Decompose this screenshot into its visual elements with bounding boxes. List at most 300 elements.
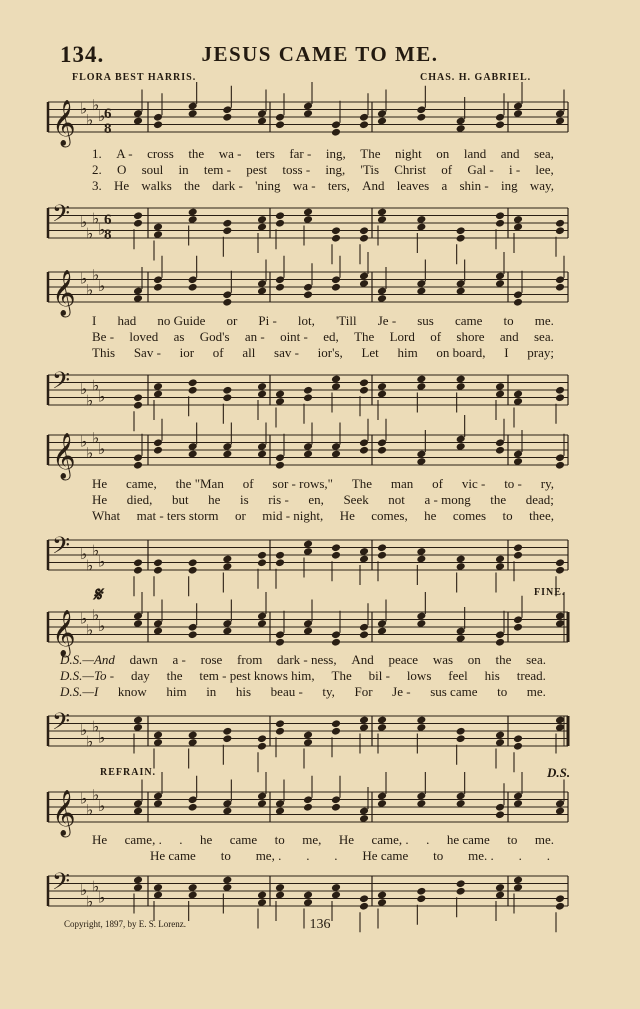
note-head — [359, 386, 369, 395]
flat-icon: ♭ — [80, 213, 88, 231]
bass-clef-icon: 𝄢 — [52, 366, 71, 400]
lyric-word: to — [507, 832, 518, 847]
note-head — [555, 283, 565, 292]
lyric-word: . — [179, 832, 183, 847]
note-head — [153, 558, 163, 567]
lyric-word: to — [220, 848, 231, 863]
note-head — [257, 551, 267, 560]
lyric-word: from — [237, 652, 263, 667]
flat-icon: ♭ — [92, 785, 100, 804]
fine-marking: FINE. — [534, 587, 566, 598]
lyric-word: . — [426, 832, 430, 847]
flat-icon: ♭ — [92, 541, 100, 560]
flat-icon: ♭ — [86, 620, 94, 639]
lyric-word: . — [546, 848, 550, 863]
lyric-word: dark - ness, — [277, 652, 337, 667]
system-2-lyric-line — [92, 313, 554, 329]
note-head — [275, 727, 285, 736]
system-1-lyric-line — [92, 146, 554, 162]
lyric-word: came — [454, 313, 483, 328]
lyric-word: the — [184, 178, 200, 193]
lyric-word: in — [178, 162, 189, 177]
lyric-word: me, . — [255, 848, 282, 863]
lyric-word: What — [92, 508, 121, 523]
note-head — [359, 446, 369, 455]
lyric-word: And — [362, 178, 385, 193]
lyric-word: is — [239, 492, 249, 507]
lyric-word: He — [92, 492, 108, 507]
note-head — [513, 551, 523, 560]
system-2-lyric-line — [92, 345, 554, 361]
system-1-treble-staff — [0, 92, 640, 146]
flat-icon: ♭ — [86, 110, 94, 129]
lyric-word: D.S.—To - — [60, 668, 115, 683]
system-2-treble-staff — [0, 262, 640, 316]
note-head — [555, 558, 565, 567]
flat-icon: ♭ — [98, 728, 106, 747]
flat-icon: ♭ — [80, 99, 88, 118]
lyric-word: Lord — [389, 329, 415, 344]
treble-clef-icon: 𝄞 — [52, 610, 76, 656]
lyric-word: he — [208, 492, 221, 507]
lyric-word: wa - — [218, 146, 242, 161]
treble-clef-icon: 𝄞 — [52, 790, 76, 836]
note-head — [275, 211, 285, 220]
note-head — [377, 543, 387, 552]
note-head — [257, 742, 267, 751]
lyric-word: A - — [116, 146, 133, 161]
note-head — [555, 386, 565, 395]
note-head — [153, 566, 163, 575]
lyric-word: 'Tis — [360, 162, 380, 177]
flat-icon: ♭ — [86, 224, 94, 243]
lyric-word: shore — [456, 329, 485, 344]
note-head — [456, 234, 466, 243]
lyric-word: me. — [534, 832, 554, 847]
lyric-word: ris - — [268, 492, 289, 507]
time-signature-top: 6 — [104, 105, 112, 122]
lyric-word: tread. — [516, 668, 546, 683]
note-head — [331, 234, 341, 243]
note-head — [188, 386, 198, 395]
note-head — [133, 558, 143, 567]
lyric-word: pest — [246, 162, 268, 177]
note-head — [555, 902, 565, 911]
flat-icon: ♭ — [92, 428, 100, 447]
lyric-word: ing — [501, 178, 518, 193]
note-head — [359, 120, 369, 129]
lyric-word: . — [334, 848, 338, 863]
lyric-word: . — [518, 848, 522, 863]
lyric-word: feel — [448, 668, 468, 683]
lyric-word: walks — [141, 178, 172, 193]
lyric-word: in — [206, 684, 217, 699]
note-head — [456, 887, 466, 896]
system-4-lyric-line — [60, 668, 546, 684]
note-head — [416, 887, 426, 896]
lyric-word: I — [504, 345, 509, 360]
lyric-word: Gal - — [467, 162, 494, 177]
lyric-word: me. — [534, 313, 554, 328]
bass-clef-icon: 𝄢 — [52, 867, 71, 901]
lyric-word: a - — [172, 652, 186, 667]
lyric-word: ters, — [327, 178, 350, 193]
system-3-lyric-line — [92, 492, 554, 508]
lyricist-credit: FLORA BEST HARRIS. — [72, 72, 197, 83]
flat-icon: ♭ — [98, 797, 106, 815]
flat-icon: ♭ — [86, 892, 94, 911]
time-signature-top: 6 — [104, 211, 112, 228]
lyric-word: loved — [129, 329, 159, 344]
lyric-word: The — [331, 668, 352, 683]
lyric-word: Christ — [394, 162, 427, 177]
note-head — [513, 742, 523, 751]
lyric-word: i - — [508, 162, 521, 177]
note-head — [495, 810, 505, 819]
lyric-word: of — [430, 329, 442, 344]
note-head — [359, 234, 369, 243]
note-head — [222, 113, 232, 122]
flat-icon: ♭ — [92, 95, 100, 114]
system-4-bass-staff — [0, 706, 640, 756]
lyric-word: For — [354, 684, 373, 699]
note-head — [133, 219, 143, 228]
lyric-word: his — [484, 668, 500, 683]
lyric-word: an - — [244, 329, 265, 344]
lyric-word: far - — [289, 146, 312, 161]
note-head — [222, 727, 232, 736]
flat-icon: ♭ — [98, 220, 106, 239]
note-head — [359, 226, 369, 235]
lyric-word: sav - — [274, 345, 299, 360]
lyric-word: dark - — [212, 178, 243, 193]
system-1-bass-staff — [0, 198, 640, 248]
lyric-word: on — [467, 652, 481, 667]
lyric-word: him — [397, 345, 418, 360]
lyric-word: ing, — [325, 146, 346, 161]
note-head — [456, 727, 466, 736]
note-head — [456, 734, 466, 743]
flat-icon: ♭ — [98, 552, 106, 571]
flat-icon: ♭ — [80, 269, 88, 288]
lyric-word: shin - — [459, 178, 489, 193]
note-head — [513, 298, 523, 307]
page-number: 136 — [309, 917, 331, 932]
flat-icon: ♭ — [98, 277, 106, 295]
lyric-word: sea. — [534, 329, 554, 344]
lyric-word: He — [92, 476, 108, 491]
flat-icon: ♭ — [80, 609, 88, 628]
lyric-word: to — [274, 832, 285, 847]
lyric-word: to — [503, 313, 514, 328]
lyric-word: tem - — [203, 162, 231, 177]
flat-icon: ♭ — [86, 556, 94, 575]
lyric-word: but — [171, 492, 189, 507]
hymn-title: JESUS CAME TO ME. — [201, 42, 439, 66]
lyric-word: he came — [446, 832, 490, 847]
ds-marking: D.S. — [547, 765, 571, 780]
lyric-word: sea, — [534, 146, 554, 161]
lyric-word: dawn — [129, 652, 158, 667]
flat-icon: ♭ — [92, 265, 100, 284]
system-4-lyric-line — [60, 684, 546, 700]
lyric-word: en, — [308, 492, 324, 507]
note-head — [153, 283, 163, 292]
system-5-lyric-line — [92, 832, 554, 848]
note-head — [377, 446, 387, 455]
lyric-word: vic - — [461, 476, 486, 491]
lyric-word: me. — [526, 684, 546, 699]
note-head — [456, 226, 466, 235]
note-head — [331, 128, 341, 137]
note-head — [303, 290, 313, 299]
note-head — [331, 283, 341, 292]
bass-clef-icon: 𝄢 — [52, 199, 71, 233]
flat-icon: ♭ — [80, 881, 88, 899]
lyric-word: came, . — [371, 832, 409, 847]
note-head — [222, 734, 232, 743]
segno-sign: 𝄋 — [93, 584, 102, 606]
note-head — [257, 558, 267, 567]
note-head — [188, 566, 198, 575]
lyric-word: Seek — [343, 492, 369, 507]
lyric-word: to — [433, 848, 444, 863]
lyric-word: dead; — [525, 492, 554, 507]
lyric-word: 'Till — [335, 313, 357, 328]
time-signature-bottom: 8 — [104, 120, 112, 137]
refrain-label: REFRAIN. — [100, 767, 157, 778]
lyric-word: He came — [362, 848, 409, 863]
lyric-word: came, . — [124, 832, 162, 847]
system-3-lyric-line — [92, 508, 554, 524]
lyric-word: died, — [126, 492, 153, 507]
note-head — [275, 719, 285, 728]
system-2-bass-staff — [0, 365, 640, 415]
lyric-word: comes — [452, 508, 487, 523]
lyric-word: And — [351, 652, 374, 667]
note-head — [275, 558, 285, 567]
lyric-word: D.S.—And — [60, 652, 115, 667]
lyric-word: bil - — [368, 668, 390, 683]
lyric-word: thee, — [529, 508, 554, 523]
note-head — [359, 902, 369, 911]
composer-credit: CHAS. H. GABRIEL. — [420, 72, 532, 83]
treble-clef-icon: 𝄞 — [52, 270, 76, 316]
note-head — [495, 211, 505, 220]
lyric-word: soul — [141, 162, 164, 177]
lyric-word: 'ning — [255, 178, 281, 193]
note-head — [359, 378, 369, 387]
lyric-word: toss - — [282, 162, 311, 177]
note-head — [188, 630, 198, 639]
note-head — [303, 393, 313, 402]
note-head — [188, 283, 198, 292]
flat-icon: ♭ — [80, 380, 88, 398]
lyric-word: him — [166, 684, 187, 699]
system-5-bass-staff — [0, 866, 640, 916]
lyric-word: his — [235, 684, 252, 699]
copyright-notice: Copyright, 1897, by E. S. Lorenz. — [64, 919, 186, 929]
note-head — [359, 894, 369, 903]
note-head — [133, 393, 143, 402]
note-head — [133, 461, 143, 470]
flat-icon: ♭ — [98, 888, 106, 907]
note-head — [275, 120, 285, 129]
flat-icon: ♭ — [98, 387, 106, 406]
lyric-word: ior — [179, 345, 195, 360]
flat-icon: ♭ — [98, 107, 106, 125]
lyric-word: the — [495, 652, 512, 667]
lyric-word: sea. — [526, 652, 546, 667]
note-head — [456, 879, 466, 888]
lyric-word: a - mong — [424, 492, 471, 507]
flat-icon: ♭ — [80, 432, 88, 451]
note-head — [377, 551, 387, 560]
flat-icon: ♭ — [92, 717, 100, 736]
lyric-word: on — [436, 146, 450, 161]
lyric-word: 1. — [92, 146, 102, 161]
note-head — [188, 378, 198, 387]
lyric-word: He — [339, 508, 355, 523]
lyric-word: ry, — [540, 476, 554, 491]
lyric-word: 2. — [92, 162, 102, 177]
system-3-bass-staff — [0, 530, 640, 580]
note-head — [513, 734, 523, 743]
lyric-word: of — [212, 345, 224, 360]
note-head — [555, 894, 565, 903]
note-head — [257, 734, 267, 743]
treble-clef-icon: 𝄞 — [52, 433, 76, 479]
lyric-word: land — [463, 146, 487, 161]
flat-icon: ♭ — [98, 440, 106, 458]
lyric-word: as — [173, 329, 185, 344]
lyric-word: ior's, — [317, 345, 343, 360]
lyric-word: ty, — [322, 684, 335, 699]
flat-icon: ♭ — [92, 877, 100, 896]
flat-icon: ♭ — [80, 721, 88, 739]
bass-clef-icon: 𝄢 — [52, 707, 71, 741]
lyric-word: know — [117, 684, 147, 699]
lyric-word: me. . — [468, 848, 494, 863]
lyric-word: He came — [150, 848, 196, 863]
lyric-word: night — [395, 146, 422, 161]
lyric-word: the — [166, 668, 183, 683]
note-head — [153, 446, 163, 455]
flat-icon: ♭ — [92, 605, 100, 624]
flat-icon: ♭ — [86, 800, 94, 819]
lyric-word: tem - pest knows him, — [199, 668, 315, 683]
flat-icon: ♭ — [80, 545, 88, 563]
note-head — [331, 719, 341, 728]
lyric-word: He — [338, 832, 355, 847]
bass-clef-icon: 𝄢 — [52, 531, 71, 565]
lyric-word: pray; — [527, 345, 554, 360]
note-head — [222, 219, 232, 228]
lyric-word: Sav - — [133, 345, 161, 360]
flat-icon: ♭ — [92, 376, 100, 395]
system-2-lyric-line — [92, 329, 554, 345]
note-head — [331, 551, 341, 560]
system-3-treble-staff — [0, 425, 640, 479]
lyric-word: to — [502, 508, 513, 523]
lyric-word: Let — [361, 345, 379, 360]
lyric-word: man — [390, 476, 414, 491]
note-head — [331, 543, 341, 552]
lyric-word: lot, — [297, 313, 315, 328]
note-head — [222, 226, 232, 235]
note-head — [331, 803, 341, 812]
lyric-word: beau - — [270, 684, 303, 699]
lyric-word: he — [200, 832, 213, 847]
note-head — [495, 638, 505, 647]
lyric-word: way, — [529, 178, 554, 193]
lyric-word: He — [92, 832, 108, 847]
system-1-lyric-line — [92, 178, 554, 194]
lyric-word: lows — [406, 668, 432, 683]
lyric-word: mat - ters storm — [136, 508, 219, 523]
note-head — [188, 558, 198, 567]
note-head — [416, 113, 426, 122]
note-head — [275, 461, 285, 470]
flat-icon: ♭ — [86, 280, 94, 299]
lyric-word: came, — [126, 476, 157, 491]
lyric-word: This — [92, 345, 116, 360]
flat-icon: ♭ — [86, 443, 94, 462]
flat-icon: ♭ — [86, 732, 94, 751]
lyric-word: oint - — [280, 329, 308, 344]
lyric-word: of — [441, 162, 453, 177]
lyric-word: God's — [199, 329, 230, 344]
note-head — [513, 543, 523, 552]
lyric-word: and — [499, 329, 519, 344]
hymn-number: 134. — [60, 42, 105, 67]
lyric-word: came — [229, 832, 258, 847]
system-4-treble-staff — [0, 602, 640, 656]
note-head — [303, 386, 313, 395]
note-head — [555, 566, 565, 575]
note-head — [303, 803, 313, 812]
note-head — [331, 638, 341, 647]
system-3-lyric-line — [92, 476, 554, 492]
note-head — [555, 461, 565, 470]
lyric-word: of — [242, 476, 254, 491]
note-head — [133, 566, 143, 575]
lyric-word: cross — [147, 146, 174, 161]
flat-icon: ♭ — [92, 209, 100, 228]
system-1-lyric-line — [92, 162, 554, 178]
lyric-word: had — [117, 313, 137, 328]
note-head — [275, 638, 285, 647]
note-head — [555, 393, 565, 402]
note-head — [331, 226, 341, 235]
lyric-word: Be - — [92, 329, 115, 344]
lyric-word: rose — [200, 652, 223, 667]
lyric-word: ters — [256, 146, 275, 161]
note-head — [222, 386, 232, 395]
flat-icon: ♭ — [86, 391, 94, 410]
lyric-word: all — [242, 345, 256, 360]
lyric-word: to — [497, 684, 508, 699]
note-head — [133, 401, 143, 410]
lyric-word: wa - — [292, 178, 316, 193]
lyric-word: of — [432, 476, 443, 491]
note-head — [555, 226, 565, 235]
lyric-word: not — [388, 492, 405, 507]
lyric-word: ing, — [325, 162, 346, 177]
lyric-word: was — [432, 652, 454, 667]
lyric-word: the "Man — [175, 476, 224, 491]
lyric-word: comes, — [371, 508, 408, 523]
